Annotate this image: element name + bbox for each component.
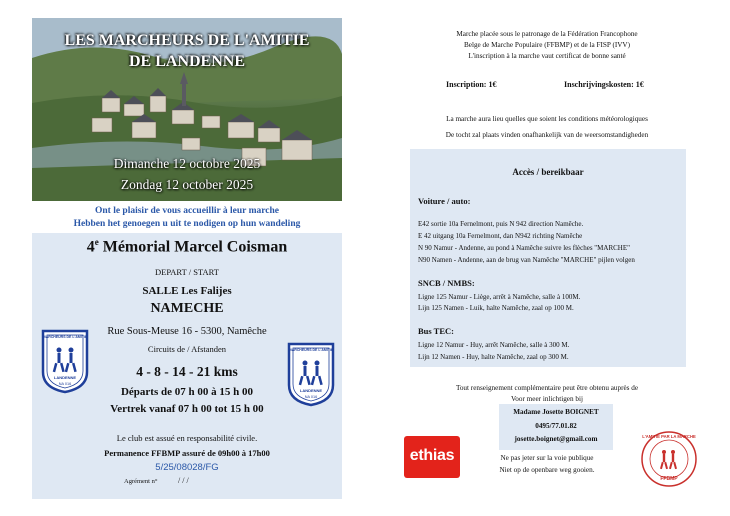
emblem-text-bottom: LANDENNE <box>53 375 77 380</box>
bus-line: Ligne 12 Namur - Huy, arrêt Namêche, salle à 300 M. <box>418 341 570 349</box>
vertrek-nl: Vertrek vanaf 07 h 00 tot 15 h 00 <box>110 403 264 415</box>
contact-name: Madame Josette BOIGNET <box>513 408 599 416</box>
litter-fr: Ne pas jeter sur la voie publique <box>500 454 594 462</box>
emblem-code: NA 016 <box>304 395 318 399</box>
contact-email[interactable]: josette.boignet@gmail.com <box>514 435 598 443</box>
car-line: N90 Namen - Andenne, aan de brug van Namêche "MARCHE" pijlen volgen <box>418 256 635 264</box>
info-fr: Tout renseignement complémentaire peut être obtenu auprès de <box>455 384 639 392</box>
seal-text-top: L'AMITIE PAR LA MARCHE <box>642 434 696 439</box>
bus-line: Lijn 12 Namen - Huy, halte Namêche, zaal op 300 M. <box>418 353 569 361</box>
permanence-note: Permanence FFBMP assuré de 09h00 à 17h00 <box>104 448 270 458</box>
venue: SALLE Les Falijes <box>142 285 232 297</box>
car-line: E 42 uitgang 10a Fernelmont, dan N942 richting Namêche <box>418 232 583 240</box>
contact-phone: 0495/77.01.82 <box>535 422 577 430</box>
fee-nl: Inschrijvingskosten: 1€ <box>564 80 644 89</box>
event-date-fr: Dimanche 12 octobre 2025 <box>113 156 261 171</box>
agreement-code: 5/25/08028/FG <box>155 462 219 473</box>
address: Rue Sous-Meuse 16 - 5300, Namêche <box>107 326 267 337</box>
train-line: Lijn 125 Namen - Luik, halte Namêche, zaal op 100 M. <box>418 304 574 312</box>
info-nl: Voor meer inlichtigen bij <box>511 395 583 403</box>
ethias-logo-text: ethias <box>409 447 455 464</box>
patronage-line-1: Marche placée sous le patronage de la Fédération Francophone <box>456 30 638 38</box>
memorial-sup: e <box>94 237 99 247</box>
patronage-line-2: Belge de Marche Populaire (FFBMP) et de la FISP (IVV) <box>463 41 631 49</box>
circuits-label: Circuits de / Afstanden <box>147 344 227 354</box>
weather-nl: De tocht zal plaats vinden onafhankelijk van de weersomstandigheden <box>445 131 649 139</box>
club-emblem-left <box>40 328 90 394</box>
flyer-front-page <box>18 18 356 510</box>
event-title-line-2: DE LANDENNE <box>128 53 245 70</box>
agreement-label: Agrément n° <box>124 478 158 485</box>
event-date-nl: Zondag 12 october 2025 <box>120 177 254 192</box>
patronage-line-3: L'inscription à la marche vaut certificat de bonne santé <box>468 52 626 60</box>
departs-fr: Départs de 07 h 00 à 15 h 00 <box>120 386 253 398</box>
emblem-text-top: MARCHEURS DE L'AMITIE <box>42 335 88 339</box>
distances: 4 - 8 - 14 - 21 kms <box>136 364 238 379</box>
event-details-box <box>32 233 342 499</box>
access-box <box>410 149 686 367</box>
memorial-name: Mémorial Marcel Coisman <box>102 238 288 256</box>
memorial-ordinal: 4 <box>86 238 95 256</box>
agreement-slashes: / / / <box>178 476 189 485</box>
car-line: N 90 Namur - Andenne, au pond à Namêche suivre les flèches "MARCHE" <box>418 244 630 252</box>
train-line: Ligne 125 Namur - Liège, arrêt à Namêche, salle à 100M. <box>418 293 581 301</box>
bus-heading: Bus TEC: <box>418 326 454 336</box>
emblem-text-bottom: LANDENNE <box>299 388 323 393</box>
memorial-title <box>32 237 342 256</box>
village-photo <box>32 18 342 201</box>
ethias-logo <box>404 436 460 478</box>
weather-fr: La marche aura lieu quelles que soient les conditions météorologiques <box>446 115 648 123</box>
town: NAMECHE <box>150 301 224 316</box>
invite-fr: Ont le plaisir de vous accueillir à leur marche <box>94 206 279 216</box>
emblem-code: NA 016 <box>58 382 72 386</box>
club-emblem-right <box>286 341 336 407</box>
ffbmp-seal <box>640 430 698 488</box>
flyer-back-page <box>378 18 716 510</box>
litter-nl: Niet op de openbare weg gooien. <box>499 466 595 474</box>
access-title: Accès / bereikbaar <box>512 167 584 177</box>
event-title-line-1: LES MARCHEURS DE L'AMITIE <box>64 32 310 49</box>
insurance-note: Le club est assué en responsabilité civile. <box>116 433 258 443</box>
seal-text-bottom: FFBMP <box>660 476 678 482</box>
emblem-text-top: MARCHEURS DE L'AMITIE <box>288 348 334 352</box>
car-line: E42 sortie 10a Fernelmont, puis N 942 direction Namêche. <box>418 220 584 228</box>
train-heading: SNCB / NMBS: <box>418 278 475 288</box>
fee-fr: Inscription: 1€ <box>446 80 497 89</box>
contact-box <box>499 404 613 450</box>
car-heading: Voiture / auto: <box>418 196 471 206</box>
invite-nl: Hebben het genoegen u uit te nodigen op hun wandeling <box>73 219 301 229</box>
depart-label: DEPART / START <box>155 267 219 277</box>
